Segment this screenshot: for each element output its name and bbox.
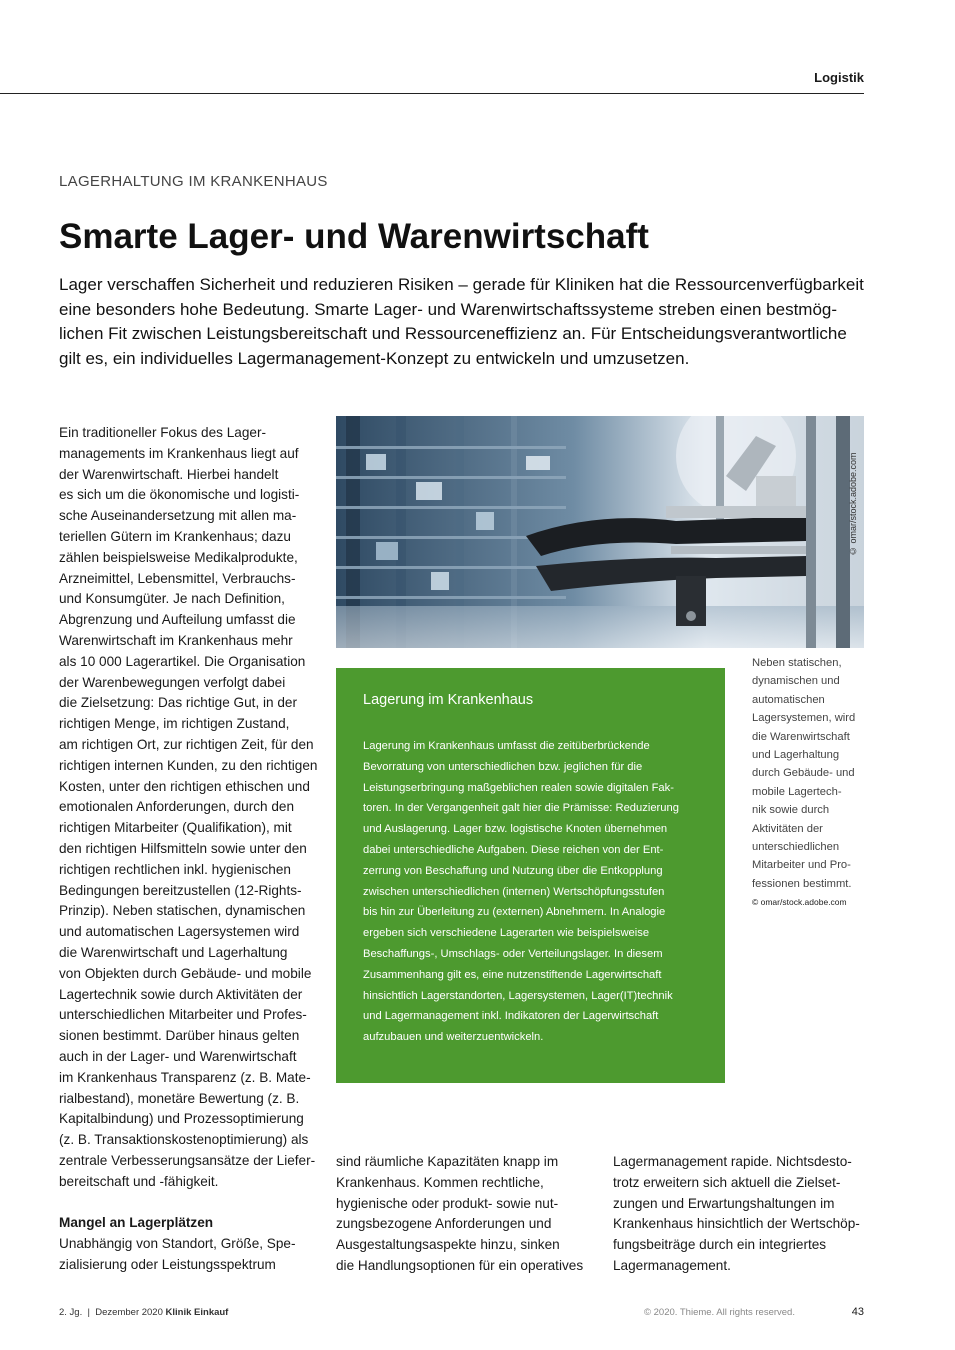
body-line: richtigen Menge, im richtigen Zustand, bbox=[59, 716, 290, 732]
body-line: Unabhängig von Standort, Größe, Spe- bbox=[59, 1236, 296, 1252]
body-line: Prinzip). Neben statischen, dynamischen bbox=[59, 903, 306, 919]
body-line: Krankenhaus. Kommen rechtliche, bbox=[336, 1174, 544, 1190]
caption-line: Neben statischen, bbox=[752, 657, 842, 669]
body-line: Warenwirtschaft im Krankenhaus mehr bbox=[59, 632, 293, 648]
photo-caption bbox=[752, 654, 870, 911]
info-box-line: zerrung von Beschaffung und Nutzung über die Entkopplung bbox=[363, 864, 663, 877]
body-line: die Zielsetzung: Das richtige Gut, in der bbox=[59, 695, 298, 711]
body-column-3 bbox=[613, 1152, 865, 1277]
lead-line: gilt es, ein individuelles Lagermanagement-Konzept zu entwickeln und umzusetzen. bbox=[59, 348, 690, 368]
caption-line: mobile Lagertech- bbox=[752, 785, 842, 798]
body-line: sind räumliche Kapazitäten knapp im bbox=[336, 1154, 559, 1169]
info-box-line: bis hin zur Überleitung zu (externen) Abnehmern. In Analogie bbox=[363, 906, 666, 919]
body-line: zentrale Verbesserungsansätze der Liefer- bbox=[59, 1152, 316, 1168]
body-line: die Handlungsoptionen für ein operatives bbox=[336, 1257, 584, 1273]
body-line: zungsbezogene Anforderungen und bbox=[336, 1216, 552, 1232]
info-box-body bbox=[363, 736, 679, 1048]
body-line: emotionalen Anforderungen, durch den bbox=[59, 799, 295, 815]
caption-line: dynamischen und bbox=[752, 675, 840, 688]
body-column-2 bbox=[336, 1152, 588, 1277]
body-line: sche Auseinandersetzung mit allen ma- bbox=[59, 508, 297, 524]
info-box-line: zwischen unterschiedlichen (internen) Wertschöpfungsstufen bbox=[363, 885, 665, 898]
lead-line: eine besonders hohe Bedeutung. Smarte Lager- und Warenwirtschaftssysteme streben einen bestmög- bbox=[59, 299, 838, 319]
body-line: den richtigen Hilfsmitteln sowie unter den bbox=[59, 840, 307, 856]
body-line: Lagermanagement. bbox=[613, 1257, 731, 1273]
info-box-line: und Auslagerung. Lager bzw. logistische Knoten übernehmen bbox=[363, 823, 668, 836]
caption-line: Lagersystemen, wird bbox=[752, 712, 856, 725]
caption-line: Mitarbeiter und Pro- bbox=[752, 859, 851, 872]
body-line: (z. B. Transaktionskostenoptimierung) als bbox=[59, 1132, 309, 1148]
article-kicker: LAGERHALTUNG IM KRANKENHAUS bbox=[59, 173, 328, 190]
body-line: Kosten, unter den richtigen ethischen und bbox=[59, 778, 310, 794]
body-line: von Objekten durch Gebäude- und mobile bbox=[59, 965, 312, 981]
caption-line: unterschiedlichen bbox=[752, 841, 840, 854]
info-box-line: und Lagermanagement inkl. Indikatoren der Lagerwirtschaft bbox=[363, 1010, 659, 1023]
body-line: zungen und Erwartungshaltungen im bbox=[613, 1195, 835, 1211]
info-box-line: Beschaffungs-, Umschlags- oder Verteilungslager. In diesem bbox=[363, 947, 663, 960]
warehouse-illustration bbox=[336, 416, 864, 648]
footer-separator: | bbox=[87, 1307, 90, 1318]
body-line: auch in der Lager- und Warenwirtschaft bbox=[59, 1048, 297, 1064]
body-line: der Warenwirtschaft. Hierbei handelt bbox=[59, 466, 279, 482]
lead-line: lichen Fit zwischen Leistungsbereitschaft und Ressourceneffizienz an. Für Entscheidungsverantwortliche bbox=[59, 324, 847, 343]
body-line: Ausgestaltungsaspekte hinzu, sinken bbox=[336, 1237, 560, 1253]
paragraph-gap bbox=[59, 1192, 310, 1213]
body-line: am richtigen Ort, zur richtigen Zeit, für den bbox=[59, 736, 314, 752]
body-line: Lagertechnik sowie durch Aktivitäten der bbox=[59, 986, 303, 1002]
caption-line: automatischen bbox=[752, 693, 825, 706]
body-line: Kapitalbindung) und Prozessoptimierung bbox=[59, 1111, 304, 1127]
footer-copyright: © 2020. Thieme. All rights reserved. bbox=[644, 1307, 795, 1318]
info-box-line: aufzubauen und weiterzuentwickeln. bbox=[363, 1031, 544, 1044]
body-line: Bedingungen bereitzustellen (12-Rights- bbox=[59, 882, 302, 898]
body-line: als 10 000 Lagerartikel. Die Organisation bbox=[59, 653, 306, 669]
caption-credit: © omar/stock.adobe.com bbox=[752, 897, 847, 908]
info-box-line: ergeben sich verschiedene Lagerarten wie beispielsweise bbox=[363, 927, 650, 940]
body-column-1 bbox=[59, 423, 318, 1276]
info-box-title: Lagerung im Krankenhaus bbox=[363, 692, 534, 708]
body-line: Krankenhaus hinsichtlich der Wertschöp- bbox=[613, 1216, 860, 1232]
body-line: sionen bestimmt. Darüber hinaus gelten bbox=[59, 1028, 300, 1044]
body-line: trotz erweitern sich aktuell die Zielset- bbox=[613, 1174, 841, 1190]
info-box-line: Zusammenhang gilt es, eine nutzenstiftende Lagerwirtschaft bbox=[363, 968, 662, 981]
body-line: zählen beispielsweise Medikalprodukte, bbox=[59, 549, 298, 565]
info-box-line: Lagerung im Krankenhaus umfasst die zeitüberbrückende bbox=[363, 740, 650, 752]
footer-date: Dezember 2020 bbox=[95, 1307, 163, 1318]
body-line: Ein traditioneller Fokus des Lager- bbox=[59, 425, 267, 440]
body-line: richtigen Mitarbeiter (Qualifikation), mit bbox=[59, 820, 292, 836]
body-line: Arzneimittel, Lebensmittel, Verbrauchs- bbox=[59, 570, 296, 586]
body-line: zialisierung oder Leistungsspektrum bbox=[59, 1256, 276, 1272]
body-line: es sich um die ökonomische und logisti- bbox=[59, 487, 300, 503]
warehouse-photo bbox=[336, 416, 864, 648]
body-line: hygienische oder produkt- sowie nut- bbox=[336, 1195, 559, 1211]
body-line: richtigen rechtlichen inkl. hygienischen bbox=[59, 861, 291, 877]
body-line: bereitschaft und -fähigkeit. bbox=[59, 1173, 219, 1189]
caption-line: nik sowie durch bbox=[752, 804, 830, 817]
info-box-line: Bevorratung von unterschiedlichen bzw. jeglichen für die bbox=[363, 760, 643, 773]
body-line: teriellen Gütern im Krankenhaus; dazu bbox=[59, 528, 291, 544]
footer-magazine: Klinik Einkauf bbox=[165, 1307, 229, 1318]
body-line: unterschiedlichen Mitarbeiter und Profes- bbox=[59, 1007, 307, 1023]
caption-line: fessionen bestimmt. bbox=[752, 877, 852, 890]
section-label: Logistik bbox=[814, 70, 864, 85]
page-number: 43 bbox=[851, 1306, 864, 1318]
caption-line: Aktivitäten der bbox=[752, 822, 823, 835]
caption-line: durch Gebäude- und bbox=[752, 767, 855, 780]
body-line: richtigen internen Kunden, zu den richtigen bbox=[59, 757, 318, 773]
photo-credit-vertical: © omar/stock.adobe.com bbox=[848, 452, 858, 556]
body-line: der Warenbewegungen verfolgt dabei bbox=[59, 674, 286, 690]
lead-line: Lager verschaffen Sicherheit und reduzieren Risiken – gerade für Kliniken hat die Ressourcenverfügbarkeit bbox=[59, 275, 864, 294]
caption-line: und Lagerhaltung bbox=[752, 749, 840, 762]
body-line: Lagermanagement rapide. Nichtsdesto- bbox=[613, 1154, 852, 1169]
article-title: Smarte Lager- und Warenwirtschaft bbox=[59, 217, 649, 256]
body-line: die Warenwirtschaft und Lagerhaltung bbox=[59, 944, 288, 960]
info-box bbox=[336, 668, 725, 1083]
caption-line: die Warenwirtschaft bbox=[752, 730, 850, 743]
header-rule bbox=[0, 93, 864, 94]
body-line: fungsbeiträge durch ein integriertes bbox=[613, 1237, 827, 1253]
body-line: und Konsumgüter. Je nach Definition, bbox=[59, 591, 285, 607]
body-line: und automatischen Lagersystemen wird bbox=[59, 924, 300, 940]
info-box-line: toren. In der Vergangenheit galt hier die Prämisse: Reduzierung bbox=[363, 802, 679, 815]
body-line: im Krankenhaus Transparenz (z. B. Mate- bbox=[59, 1069, 311, 1085]
body-line: rialbestand), monetäre Bewertung (z. B. bbox=[59, 1090, 300, 1106]
footer-issue-info bbox=[59, 1307, 228, 1318]
footer-issue: 2. Jg. bbox=[59, 1307, 83, 1318]
info-box-line: hinsichtlich Lagerstandorten, Lagersystemen, Lager(IT)technik bbox=[363, 989, 673, 1002]
info-box-line: Leistungserbringung maßgeblichen realen sowie digitalen Fak- bbox=[363, 781, 674, 794]
article-lead bbox=[59, 273, 865, 371]
subheading: Mangel an Lagerplätzen bbox=[59, 1215, 214, 1231]
body-line: managements im Krankenhaus liegt auf bbox=[59, 445, 299, 461]
body-line: Abgrenzung und Aufteilung umfasst die bbox=[59, 612, 296, 628]
info-box-line: dabei unterschiedliche Aufgaben. Diese reichen von der Ent- bbox=[363, 843, 664, 856]
